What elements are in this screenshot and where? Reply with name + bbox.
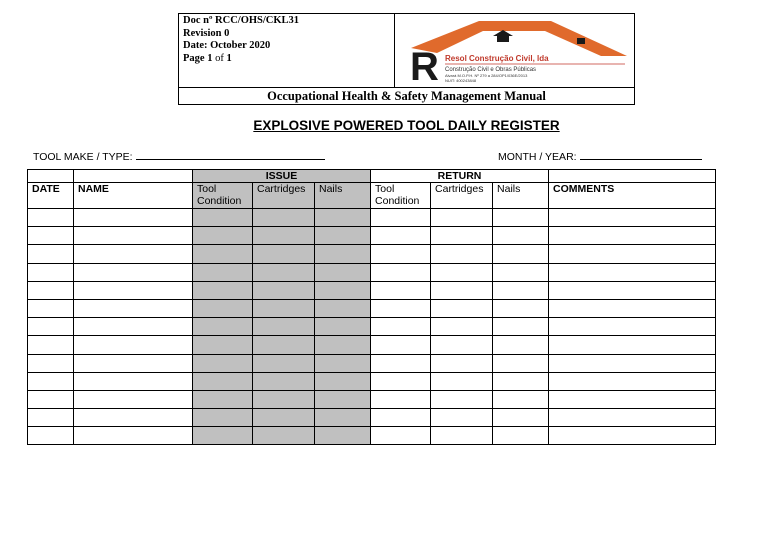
cell-issue-nails[interactable] bbox=[315, 427, 371, 445]
cell-name[interactable] bbox=[74, 281, 193, 299]
cell-date[interactable] bbox=[28, 245, 74, 263]
cell-issue-cartridges[interactable] bbox=[253, 281, 315, 299]
table-row bbox=[28, 336, 716, 354]
cell-name[interactable] bbox=[74, 372, 193, 390]
logo-letter: R bbox=[410, 45, 439, 87]
col-return-tool-condition: Tool Condition bbox=[371, 183, 431, 209]
cell-comments[interactable] bbox=[549, 227, 716, 245]
logo-company-name: Resol Construção Civil, lda bbox=[445, 54, 549, 63]
cell-issue-nails[interactable] bbox=[315, 299, 371, 317]
cell-issue-nails[interactable] bbox=[315, 281, 371, 299]
cell-return-cartridges[interactable] bbox=[431, 281, 493, 299]
cell-comments[interactable] bbox=[549, 427, 716, 445]
cell-name[interactable] bbox=[74, 209, 193, 227]
document-header bbox=[178, 13, 635, 105]
logo-graphic bbox=[395, 14, 634, 87]
cell-return-tool-condition[interactable] bbox=[371, 336, 431, 354]
cell-return-nails[interactable] bbox=[493, 245, 549, 263]
cell-return-nails[interactable] bbox=[493, 372, 549, 390]
cell-return-nails[interactable] bbox=[493, 336, 549, 354]
issue-group-header: ISSUE bbox=[193, 170, 371, 183]
cell-name[interactable] bbox=[74, 354, 193, 372]
cell-issue-tool-condition[interactable] bbox=[193, 427, 253, 445]
cell-issue-cartridges[interactable] bbox=[253, 318, 315, 336]
group-header-row bbox=[28, 170, 716, 183]
cell-return-cartridges[interactable] bbox=[431, 245, 493, 263]
company-logo bbox=[395, 14, 634, 87]
cell-issue-cartridges[interactable] bbox=[253, 427, 315, 445]
cell-issue-cartridges[interactable] bbox=[253, 299, 315, 317]
cell-issue-tool-condition[interactable] bbox=[193, 354, 253, 372]
cell-issue-nails[interactable] bbox=[315, 209, 371, 227]
cell-name[interactable] bbox=[74, 336, 193, 354]
cell-issue-cartridges[interactable] bbox=[253, 336, 315, 354]
table-row bbox=[28, 372, 716, 390]
cell-return-cartridges[interactable] bbox=[431, 299, 493, 317]
group-spacer-name bbox=[74, 170, 193, 183]
cell-date[interactable] bbox=[28, 209, 74, 227]
cell-return-cartridges[interactable] bbox=[431, 372, 493, 390]
revision: Revision 0 bbox=[183, 27, 230, 39]
return-group-header: RETURN bbox=[371, 170, 549, 183]
cell-comments[interactable] bbox=[549, 299, 716, 317]
cell-return-tool-condition[interactable] bbox=[371, 299, 431, 317]
cell-issue-tool-condition[interactable] bbox=[193, 245, 253, 263]
cell-date[interactable] bbox=[28, 427, 74, 445]
page-number: Page 1 of 1 bbox=[183, 52, 232, 64]
cell-return-tool-condition[interactable] bbox=[371, 281, 431, 299]
table-row bbox=[28, 209, 716, 227]
cell-comments[interactable] bbox=[549, 318, 716, 336]
cell-name[interactable] bbox=[74, 263, 193, 281]
cell-return-tool-condition[interactable] bbox=[371, 227, 431, 245]
cell-issue-nails[interactable] bbox=[315, 336, 371, 354]
cell-return-nails[interactable] bbox=[493, 427, 549, 445]
cell-return-nails[interactable] bbox=[493, 354, 549, 372]
cell-name[interactable] bbox=[74, 427, 193, 445]
cell-name[interactable] bbox=[74, 227, 193, 245]
table-row bbox=[28, 427, 716, 445]
logo-nuit: NUIT: 400243848 bbox=[445, 78, 477, 83]
cell-return-tool-condition[interactable] bbox=[371, 354, 431, 372]
cell-issue-cartridges[interactable] bbox=[253, 245, 315, 263]
column-header-row bbox=[28, 183, 716, 209]
cell-return-cartridges[interactable] bbox=[431, 318, 493, 336]
col-return-nails: Nails bbox=[493, 183, 549, 209]
cell-date[interactable] bbox=[28, 336, 74, 354]
cell-return-tool-condition[interactable] bbox=[371, 372, 431, 390]
cell-return-nails[interactable] bbox=[493, 263, 549, 281]
table-row bbox=[28, 281, 716, 299]
cell-comments[interactable] bbox=[549, 354, 716, 372]
cell-issue-cartridges[interactable] bbox=[253, 354, 315, 372]
table-row bbox=[28, 245, 716, 263]
cell-comments[interactable] bbox=[549, 409, 716, 427]
cell-issue-nails[interactable] bbox=[315, 409, 371, 427]
cell-return-nails[interactable] bbox=[493, 409, 549, 427]
document-meta bbox=[179, 14, 395, 87]
cell-name[interactable] bbox=[74, 299, 193, 317]
tool-make-label: TOOL MAKE / TYPE: bbox=[33, 151, 133, 163]
cell-issue-cartridges[interactable] bbox=[253, 263, 315, 281]
month-year-input-line[interactable] bbox=[580, 150, 702, 160]
doc-number: Doc nº RCC/OHS/CKL31 bbox=[183, 15, 300, 26]
cell-issue-nails[interactable] bbox=[315, 354, 371, 372]
cell-date[interactable] bbox=[28, 372, 74, 390]
cell-issue-cartridges[interactable] bbox=[253, 372, 315, 390]
cell-issue-tool-condition[interactable] bbox=[193, 390, 253, 408]
cell-return-tool-condition[interactable] bbox=[371, 263, 431, 281]
manual-title: Occupational Health & Safety Management Manual bbox=[179, 87, 634, 105]
cell-date[interactable] bbox=[28, 318, 74, 336]
cell-return-cartridges[interactable] bbox=[431, 390, 493, 408]
cell-return-cartridges[interactable] bbox=[431, 227, 493, 245]
cell-issue-tool-condition[interactable] bbox=[193, 281, 253, 299]
tool-register-table bbox=[27, 169, 716, 445]
cell-return-nails[interactable] bbox=[493, 318, 549, 336]
cell-date[interactable] bbox=[28, 390, 74, 408]
cell-return-nails[interactable] bbox=[493, 227, 549, 245]
cell-return-cartridges[interactable] bbox=[431, 263, 493, 281]
cell-name[interactable] bbox=[74, 318, 193, 336]
table-row bbox=[28, 227, 716, 245]
cell-name[interactable] bbox=[74, 409, 193, 427]
table-row bbox=[28, 354, 716, 372]
cell-issue-cartridges[interactable] bbox=[253, 227, 315, 245]
logo-tagline: Construção Civil e Obras Públicas bbox=[445, 67, 537, 73]
col-issue-cartridges: Cartridges bbox=[253, 183, 315, 209]
cell-return-cartridges[interactable] bbox=[431, 427, 493, 445]
cell-return-tool-condition[interactable] bbox=[371, 409, 431, 427]
month-year-field bbox=[498, 150, 702, 163]
cell-return-nails[interactable] bbox=[493, 209, 549, 227]
cell-issue-nails[interactable] bbox=[315, 245, 371, 263]
cell-comments[interactable] bbox=[549, 263, 716, 281]
cell-issue-tool-condition[interactable] bbox=[193, 263, 253, 281]
page-title: EXPLOSIVE POWERED TOOL DAILY REGISTER bbox=[253, 118, 560, 133]
cell-issue-tool-condition[interactable] bbox=[193, 299, 253, 317]
logo-license: Alvará M.O.P.H. Nº 279 a 284/OP1/036E/2013 bbox=[445, 73, 528, 78]
cell-issue-nails[interactable] bbox=[315, 372, 371, 390]
cell-comments[interactable] bbox=[549, 390, 716, 408]
cell-issue-tool-condition[interactable] bbox=[193, 209, 253, 227]
cell-issue-cartridges[interactable] bbox=[253, 209, 315, 227]
cell-date[interactable] bbox=[28, 263, 74, 281]
cell-return-cartridges[interactable] bbox=[431, 409, 493, 427]
group-spacer-date bbox=[28, 170, 74, 183]
table-row bbox=[28, 263, 716, 281]
cell-return-nails[interactable] bbox=[493, 390, 549, 408]
table-row bbox=[28, 390, 716, 408]
cell-issue-tool-condition[interactable] bbox=[193, 336, 253, 354]
issue-date: Date: October 2020 bbox=[183, 40, 271, 51]
register-body bbox=[28, 209, 716, 445]
cell-return-cartridges[interactable] bbox=[431, 209, 493, 227]
cell-return-tool-condition[interactable] bbox=[371, 318, 431, 336]
table-row bbox=[28, 409, 716, 427]
cell-issue-tool-condition[interactable] bbox=[193, 318, 253, 336]
cell-return-cartridges[interactable] bbox=[431, 336, 493, 354]
col-date: DATE bbox=[28, 183, 74, 209]
cell-comments[interactable] bbox=[549, 372, 716, 390]
cell-return-cartridges[interactable] bbox=[431, 354, 493, 372]
cell-return-nails[interactable] bbox=[493, 281, 549, 299]
cell-issue-nails[interactable] bbox=[315, 227, 371, 245]
cell-return-tool-condition[interactable] bbox=[371, 390, 431, 408]
month-year-label: MONTH / YEAR: bbox=[498, 151, 577, 163]
col-issue-nails: Nails bbox=[315, 183, 371, 209]
cell-issue-cartridges[interactable] bbox=[253, 390, 315, 408]
cell-issue-tool-condition[interactable] bbox=[193, 372, 253, 390]
cell-issue-tool-condition[interactable] bbox=[193, 409, 253, 427]
table-row bbox=[28, 318, 716, 336]
cell-date[interactable] bbox=[28, 409, 74, 427]
cell-return-tool-condition[interactable] bbox=[371, 209, 431, 227]
col-return-cartridges: Cartridges bbox=[431, 183, 493, 209]
tool-make-input-line[interactable] bbox=[136, 150, 325, 160]
cell-issue-tool-condition[interactable] bbox=[193, 227, 253, 245]
group-spacer-comments bbox=[549, 170, 716, 183]
cell-comments[interactable] bbox=[549, 209, 716, 227]
cell-date[interactable] bbox=[28, 281, 74, 299]
cell-return-tool-condition[interactable] bbox=[371, 245, 431, 263]
cell-date[interactable] bbox=[28, 354, 74, 372]
cell-issue-nails[interactable] bbox=[315, 390, 371, 408]
cell-issue-nails[interactable] bbox=[315, 318, 371, 336]
cell-return-nails[interactable] bbox=[493, 299, 549, 317]
col-issue-tool-condition: Tool Condition bbox=[193, 183, 253, 209]
col-comments: COMMENTS bbox=[549, 183, 716, 209]
table-row bbox=[28, 299, 716, 317]
cell-return-tool-condition[interactable] bbox=[371, 427, 431, 445]
cell-issue-nails[interactable] bbox=[315, 263, 371, 281]
col-name: NAME bbox=[74, 183, 193, 209]
cell-comments[interactable] bbox=[549, 336, 716, 354]
cell-comments[interactable] bbox=[549, 281, 716, 299]
cell-comments[interactable] bbox=[549, 245, 716, 263]
cell-date[interactable] bbox=[28, 227, 74, 245]
tool-make-field bbox=[33, 150, 325, 163]
cell-name[interactable] bbox=[74, 390, 193, 408]
cell-issue-cartridges[interactable] bbox=[253, 409, 315, 427]
cell-name[interactable] bbox=[74, 245, 193, 263]
cell-date[interactable] bbox=[28, 299, 74, 317]
